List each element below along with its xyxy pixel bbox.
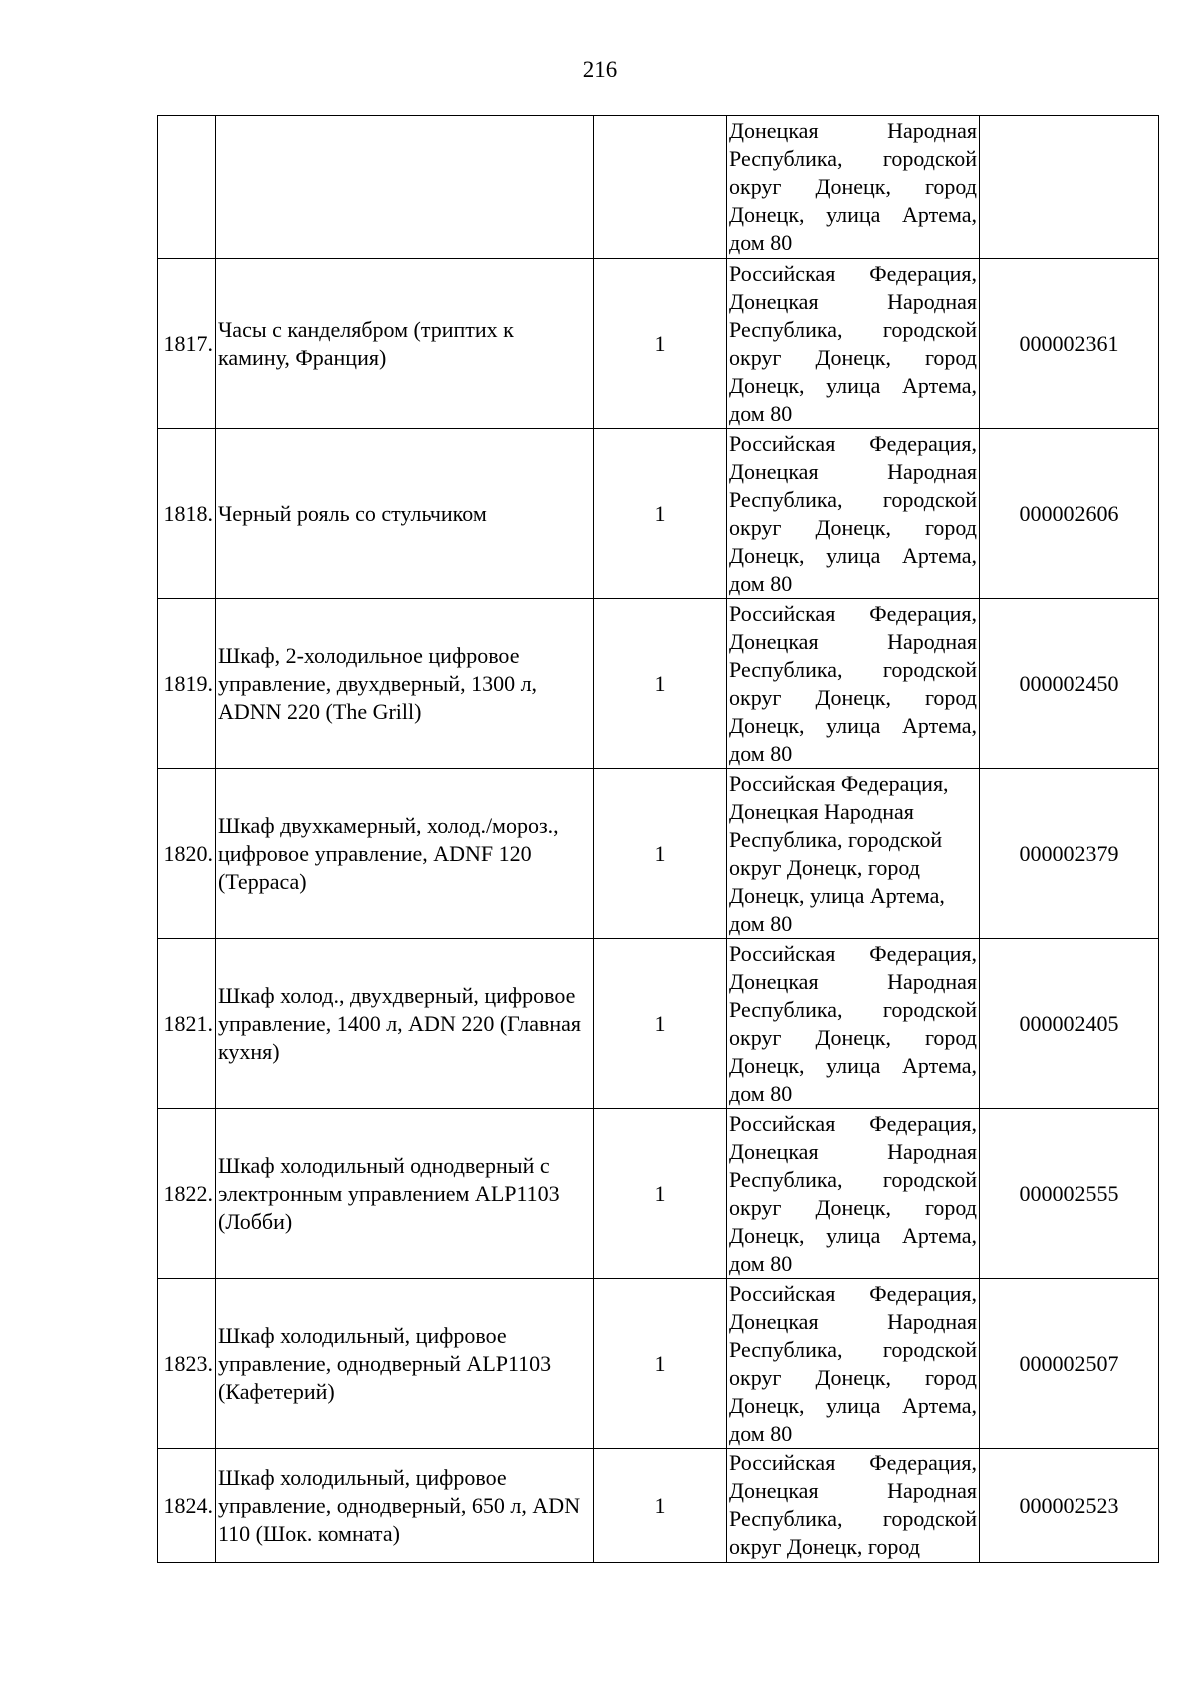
item-quantity: 1: [594, 769, 727, 939]
item-address: Российская Федерация, Донецкая Народная Республика, городской округ Донецк, город Донецк, улица Артема, дом 80: [727, 259, 980, 429]
row-number: [158, 116, 216, 259]
row-number: 1820.: [158, 769, 216, 939]
item-name: Шкаф, 2-холодильное цифровое управление, двухдверный, 1300 л, ADNN 220 (The Grill): [216, 599, 594, 769]
item-name: Шкаф холодильный, цифровое управление, однодверный, 650 л, ADN 110 (Шок. комната): [216, 1449, 594, 1563]
item-quantity: 1: [594, 1449, 727, 1563]
table-row: [158, 1109, 1159, 1279]
item-quantity: 1: [594, 1109, 727, 1279]
row-number: 1823.: [158, 1279, 216, 1449]
item-address: Российская Федерация, Донецкая Народная Республика, городской округ Донецк, город Донецк, улица Артема, дом 80: [727, 1109, 980, 1279]
table-row: [158, 116, 1159, 259]
item-address: Российская Федерация, Донецкая Народная Республика, городской округ Донецк, город Донецк, улица Артема, дом 80: [727, 769, 980, 939]
item-name: Шкаф холодильный однодверный с электронным управлением ALP1103 (Лобби): [216, 1109, 594, 1279]
item-name: Шкаф холод., двухдверный, цифровое управление, 1400 л, ADN 220 (Главная кухня): [216, 939, 594, 1109]
item-address: Российская Федерация, Донецкая Народная Республика, городской округ Донецк, город: [727, 1449, 980, 1563]
item-name: Часы с канделябром (триптих к камину, Франция): [216, 259, 594, 429]
inventory-table: [157, 115, 1159, 1563]
inventory-number: 000002555: [980, 1109, 1159, 1279]
item-name: [216, 116, 594, 259]
item-quantity: [594, 116, 727, 259]
inventory-number: [980, 116, 1159, 259]
row-number: 1824.: [158, 1449, 216, 1563]
item-name: Шкаф холодильный, цифровое управление, однодверный ALP1103 (Кафетерий): [216, 1279, 594, 1449]
inventory-number: 000002523: [980, 1449, 1159, 1563]
item-address: Донецкая Народная Республика, городской округ Донецк, город Донецк, улица Артема, дом 80: [727, 116, 980, 259]
table-row: [158, 939, 1159, 1109]
inventory-number: 000002450: [980, 599, 1159, 769]
row-number: 1822.: [158, 1109, 216, 1279]
page-number: 216: [582, 57, 618, 82]
item-quantity: 1: [594, 599, 727, 769]
row-number: 1818.: [158, 429, 216, 599]
item-quantity: 1: [594, 259, 727, 429]
table-row: [158, 429, 1159, 599]
item-quantity: 1: [594, 1279, 727, 1449]
item-address: Российская Федерация, Донецкая Народная Республика, городской округ Донецк, город Донецк, улица Артема, дом 80: [727, 429, 980, 599]
inventory-number: 000002507: [980, 1279, 1159, 1449]
row-number: 1821.: [158, 939, 216, 1109]
table-row: [158, 599, 1159, 769]
inventory-number: 000002405: [980, 939, 1159, 1109]
item-quantity: 1: [594, 429, 727, 599]
item-address: Российская Федерация, Донецкая Народная Республика, городской округ Донецк, город Донецк, улица Артема, дом 80: [727, 939, 980, 1109]
item-quantity: 1: [594, 939, 727, 1109]
row-number: 1817.: [158, 259, 216, 429]
inventory-number: 000002379: [980, 769, 1159, 939]
row-number: 1819.: [158, 599, 216, 769]
table-row: [158, 1279, 1159, 1449]
inventory-number: 000002361: [980, 259, 1159, 429]
item-address: Российская Федерация, Донецкая Народная Республика, городской округ Донецк, город Донецк, улица Артема, дом 80: [727, 1279, 980, 1449]
table-row: [158, 769, 1159, 939]
table-row: [158, 1449, 1159, 1563]
item-name: Черный рояль со стульчиком: [216, 429, 594, 599]
item-name: Шкаф двухкамерный, холод./мороз., цифровое управление, ADNF 120 (Терраса): [216, 769, 594, 939]
table-row: [158, 259, 1159, 429]
item-address: Российская Федерация, Донецкая Народная Республика, городской округ Донецк, город Донецк, улица Артема, дом 80: [727, 599, 980, 769]
inventory-number: 000002606: [980, 429, 1159, 599]
